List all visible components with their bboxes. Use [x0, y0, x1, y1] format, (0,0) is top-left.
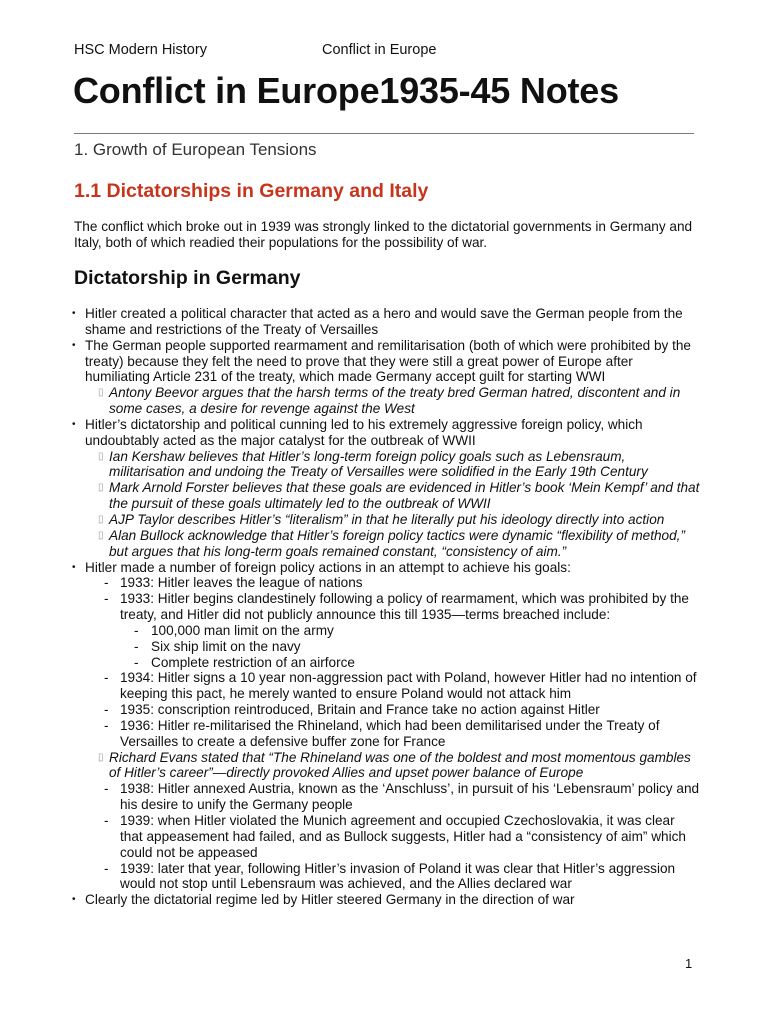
dash-marker: -	[104, 591, 109, 607]
dash-item	[70, 718, 700, 750]
bullet-marker: •	[72, 418, 76, 430]
dash-item	[70, 813, 700, 861]
quote-marker: ▯	[98, 387, 104, 399]
dash-text: 1934: Hitler signs a 10 year non-aggression pact with Poland, however Hitler had no intention of keeping this pact, he merely wanted to ensure Poland would not attack him	[120, 670, 697, 702]
intro-paragraph: The conflict which broke out in 1939 was strongly linked to the dictatorial governments in Germany and Italy, both of which readied their populations for the possibility of war.	[74, 219, 693, 250]
dash-text: Complete restriction of an airforce	[151, 654, 355, 670]
subsection-heading: 1.1 Dictatorships in Germany and Italy	[74, 180, 429, 202]
dash-marker: -	[134, 654, 139, 670]
page-header	[74, 42, 437, 58]
quote-text: Ian Kershaw believes that Hitler’s long-term foreign policy goals such as Lebensraum, militarisation and undoing the Treaty of Versailles were solidified in the Early 19th Century	[109, 448, 648, 480]
dash-text: 1938: Hitler annexed Austria, known as the ‘Anschluss’, in pursuit of his ‘Lebensraum’ policy and his desire to unify the Germany people	[120, 781, 700, 813]
dash-marker: -	[104, 717, 109, 733]
dash-marker: -	[104, 813, 109, 828]
bullet-item	[70, 560, 700, 576]
quote-text: Mark Arnold Forster believes that these goals are evidenced in Hitler’s book ‘Mein Kempf’ and that the pursuit of these goals ultimately led to the outbreak of WWII	[109, 480, 700, 512]
historian-quote	[70, 512, 700, 528]
bullet-text: Clearly the dictatorial regime led by Hitler steered Germany in the direction of war	[85, 892, 575, 908]
dash-marker: -	[104, 575, 109, 591]
bullet-text: Hitler’s dictatorship and political cunning led to his extremely aggressive foreign policy, which undoubtably acted as the major catalyst for the outbreak of WWII	[85, 416, 643, 448]
bullet-marker: •	[72, 339, 76, 351]
quote-marker: ▯	[98, 513, 104, 525]
historian-quote	[70, 385, 700, 417]
quote-text: AJP Taylor describes Hitler’s “literalism” in that he literally put his ideology directly into action	[109, 511, 665, 527]
quote-marker: ▯	[98, 751, 104, 763]
dash-text: Six ship limit on the navy	[151, 638, 301, 654]
quote-text: Alan Bullock acknowledge that Hitler’s foreign policy tactics were dynamic “flexibility of method,” but argues that his long-term goals remained constant, “consistency of aim.”	[109, 527, 685, 559]
page-number: 1	[685, 956, 693, 971]
topic-heading: Dictatorship in Germany	[74, 267, 301, 289]
dash-item	[70, 591, 700, 623]
dash-text: 100,000 man limit on the army	[151, 622, 334, 638]
bullet-text: Hitler created a political character that acted as a hero and would save the German people from the shame and restrictions of the Treaty of Versailles	[85, 306, 683, 337]
dash-marker: -	[104, 702, 109, 718]
historian-quote	[70, 449, 700, 481]
sub-dash-item	[70, 655, 700, 671]
bullet-item	[70, 892, 700, 908]
dash-item	[70, 861, 700, 893]
bullet-marker: •	[72, 308, 76, 319]
dash-text: 1936: Hitler re-militarised the Rhineland, which had been demilitarised under the Treaty of Versailles to create a defensive buffer zone for France	[120, 717, 660, 749]
dash-text: 1933: Hitler leaves the league of nations	[120, 575, 363, 591]
header-course: HSC Modern History	[74, 42, 207, 58]
bullet-text: Hitler made a number of foreign policy actions in an attempt to achieve his goals:	[85, 559, 571, 575]
notes-list	[70, 306, 700, 908]
dash-marker: -	[134, 638, 139, 654]
dash-marker: -	[104, 781, 109, 797]
dash-item	[70, 781, 700, 813]
dash-text: 1935: conscription reintroduced, Britain and France take no action against Hitler	[120, 702, 600, 718]
header-topic: Conflict in Europe	[322, 42, 437, 58]
historian-quote	[70, 528, 700, 560]
bullet-marker: •	[72, 561, 76, 573]
dash-text: 1939: when Hitler violated the Munich agreement and occupied Czechoslovakia, it was clear that appeasement had failed, and as Bullock suggests, Hitler had a “consistency of aim” which could not be appeased	[120, 813, 686, 860]
dash-item	[70, 575, 700, 591]
bullet-text: The German people supported rearmament and remilitarisation (both of which were prohibited by the treaty) because they felt the need to prove that they were still a great power of Europe after humiliating Article 231 of the treaty, which made Germany accept guilt for starting WWI	[85, 337, 691, 385]
dash-item	[70, 670, 700, 702]
bullet-item	[70, 417, 700, 449]
sub-dash-item	[70, 623, 700, 639]
title-divider	[74, 133, 694, 134]
dash-text: 1933: Hitler begins clandestinely following a policy of rearmament, which was prohibited by the treaty, and Hitler did not publicly announce this till 1935—terms breached include:	[120, 591, 689, 623]
historian-quote	[70, 750, 700, 782]
sub-dash-item	[70, 639, 700, 655]
quote-marker: ▯	[98, 529, 104, 541]
dash-text: 1939: later that year, following Hitler’s invasion of Poland it was clear that Hitler’s aggression would not stop until Lebensraum was achieved, and the Allies declared war	[120, 860, 676, 892]
quote-marker: ▯	[98, 450, 104, 462]
quote-text: Antony Beevor argues that the harsh terms of the treaty bred German hatred, discontent and in some cases, a desire for revenge against the West	[109, 385, 681, 417]
historian-quote	[70, 480, 700, 512]
dash-marker: -	[104, 860, 109, 876]
quote-text: Richard Evans stated that “The Rhineland was one of the boldest and most momentous gambles of Hitler’s career”—directly provoked Allies and upset power balance of Europe	[109, 749, 691, 781]
bullet-item	[70, 306, 700, 338]
quote-marker: ▯	[98, 482, 104, 494]
section-heading: 1. Growth of European Tensions	[74, 140, 317, 159]
document-title: Conflict in Europe1935-45 Notes	[73, 70, 619, 111]
dash-marker: -	[104, 670, 109, 686]
dash-item	[70, 702, 700, 718]
bullet-marker: •	[72, 894, 76, 906]
dash-marker: -	[134, 622, 139, 638]
bullet-item	[70, 338, 700, 386]
